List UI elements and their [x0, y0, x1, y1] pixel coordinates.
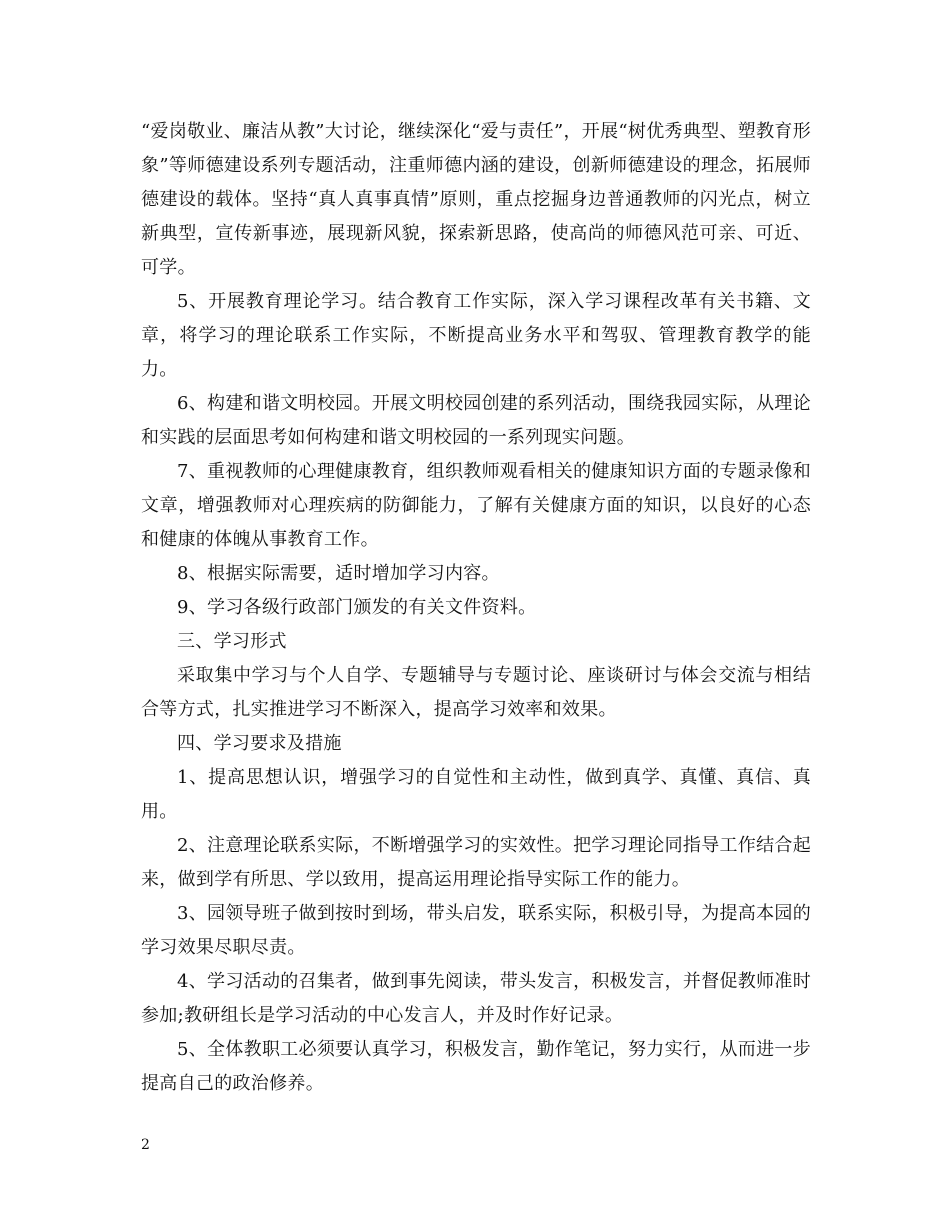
paragraph: 9、学习各级行政部门颁发的有关文件资料。 — [177, 597, 537, 618]
paragraph: 采取集中学习与个人自学、专题辅导与专题讨论、座谈研讨与体会交流与相结合等方式，扎实推进学习不断深入，提高学习效率和效果。 — [141, 665, 811, 720]
paragraph: 1、提高思想认识，增强学习的自觉性和主动性，做到真学、真懂、真信、真用。 — [141, 767, 811, 822]
section-heading: 三、学习形式 — [177, 631, 287, 652]
paragraph: 3、园领导班子做到按时到场，带头启发，联系实际，积极引导，为提高本园的学习效果尽职尽责。 — [141, 903, 811, 958]
paragraph: 5、开展教育理论学习。结合教育工作实际，深入学习课程改革有关书籍、文章，将学习的理论联系工作实际，不断提高业务水平和驾驭、管理教育教学的能力。 — [141, 291, 811, 380]
paragraph: 2、注意理论联系实际，不断增强学习的实效性。把学习理论同指导工作结合起来，做到学有所思、学以致用，提高运用理论指导实际工作的能力。 — [141, 835, 811, 890]
paragraph: 8、根据实际需要，适时增加学习内容。 — [177, 563, 500, 584]
section-heading: 四、学习要求及措施 — [177, 733, 342, 754]
paragraph: 6、构建和谐文明校园。开展文明校园创建的系列活动，围绕我园实际，从理论和实践的层面思考如何构建和谐文明校园的一系列现实问题。 — [141, 393, 811, 448]
paragraph: “爱岗敬业、廉洁从教”大讨论，继续深化“爱与责任”，开展“树优秀典型、塑教育形象”等师德建设系列专题活动，注重师德内涵的建设，创新师德建设的理念，拓展师德建设的载体。坚持“真人真事真情”原则，重点挖掘身边普通教师的闪光点，树立新典型，宣传新事迹，展现新风貌，探索新思路，使高尚的师德风范可亲、可近、可学。 — [141, 121, 811, 278]
paragraph: 4、学习活动的召集者，做到事先阅读，带头发言，积极发言，并督促教师准时参加;教研组长是学习活动的中心发言人，并及时作好记录。 — [141, 971, 811, 1026]
page-number: 2 — [141, 1137, 150, 1153]
document-body — [141, 115, 811, 1101]
paragraph: 7、重视教师的心理健康教育，组织教师观看相关的健康知识方面的专题录像和文章，增强教师对心理疾病的防御能力，了解有关健康方面的知识，以良好的心态和健康的体魄从事教育工作。 — [141, 461, 811, 550]
paragraph: 5、全体教职工必须要认真学习，积极发言，勤作笔记，努力实行，从而进一步提高自己的政治修养。 — [141, 1039, 811, 1094]
